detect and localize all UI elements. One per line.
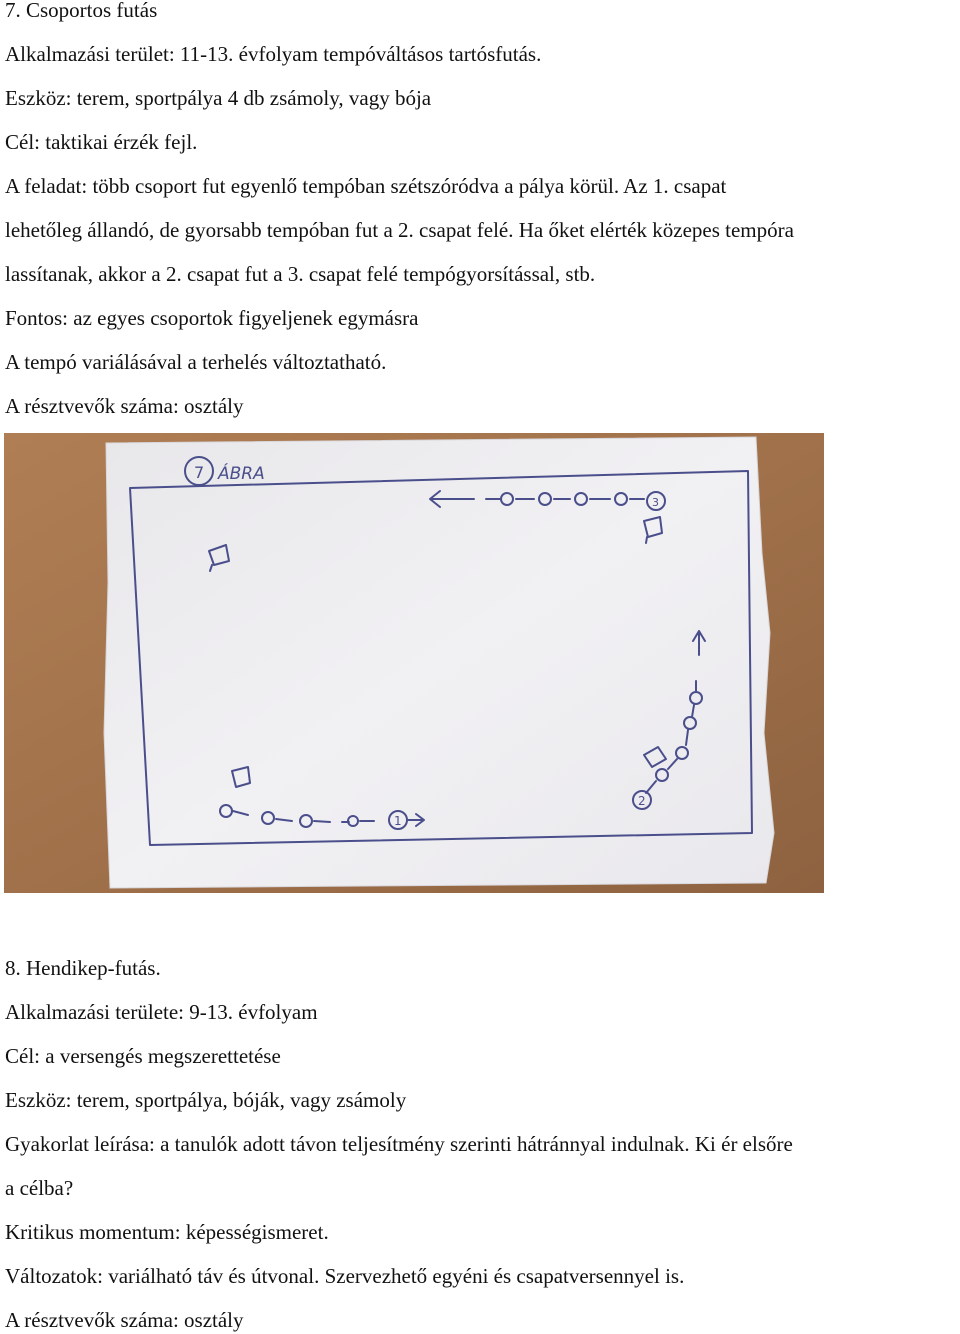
section-8-line: Eszköz: terem, sportpálya, bóják, vagy zsámoly [5,1088,407,1112]
section-7-title: 7. Csoportos futás [5,0,158,22]
section-8-line: Gyakorlat leírása: a tanulók adott távon teljesítmény szerinti hátránnyal indulnak. Ki ér elsőre [5,1132,793,1156]
diagram-photo [4,433,824,893]
section-8-line: Cél: a versengés megszerettetése [5,1044,281,1068]
section-7-line: Alkalmazási terület: 11-13. évfolyam tempóváltásos tartósfutás. [5,42,542,66]
section-8-line: Változatok: variálható táv és útvonal. Szervezhető egyéni és csapatversennyel is. [5,1264,685,1288]
section-7-line: lassítanak, akkor a 2. csapat fut a 3. csapat felé tempógyorsítással, stb. [5,262,596,286]
section-8-line: Kritikus momentum: képességismeret. [5,1220,329,1244]
figure-number: 7 [194,463,205,482]
section-7-line: A résztvevők száma: osztály [5,394,244,418]
group-2-number: 2 [638,794,646,808]
section-8-title: 8. Hendikep-futás. [5,956,161,980]
section-8-line: Alkalmazási területe: 9-13. évfolyam [5,1000,318,1024]
section-7-line: Cél: taktikai érzék fejl. [5,130,198,154]
section-8-line: a célba? [5,1176,74,1200]
section-7-line: A tempó variálásával a terhelés változtatható. [5,350,387,374]
section-7-line: lehetőleg állandó, de gyorsabb tempóban fut a 2. csapat felé. Ha őket elérték közepes tempóra [5,218,794,242]
paper-sheet [104,437,774,888]
section-7-line: A feladat: több csoport fut egyenlő tempóban szétszóródva a pálya körül. Az 1. csapat [5,174,727,198]
group-3-number: 3 [652,496,659,509]
group-1-number: 1 [394,814,402,828]
section-7-line: Eszköz: terem, sportpálya 4 db zsámoly, vagy bója [5,86,432,110]
section-7-line: Fontos: az egyes csoportok figyeljenek egymásra [5,306,419,330]
figure-label: ÁBRA [218,464,265,484]
section-8-line: A résztvevők száma: osztály [5,1308,244,1332]
